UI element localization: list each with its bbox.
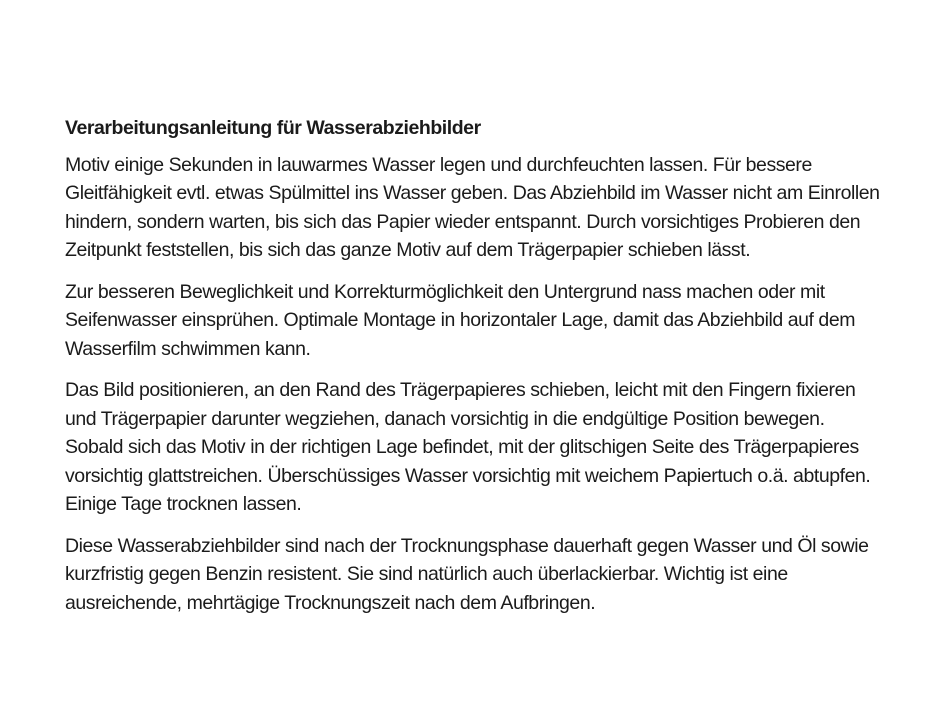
text-line: hindern, sondern warten, bis sich das Papier wieder entspannt. Durch vorsichtiges Probieren den bbox=[65, 210, 861, 233]
text-line: Das Bild positionieren, an den Rand des Trägerpapieres schieben, leicht mit den Fingern fixieren bbox=[65, 379, 856, 401]
text-line: Seifenwasser einsprühen. Optimale Montage in horizontaler Lage, damit das Abziehbild auf dem bbox=[65, 309, 856, 331]
paragraph-positioning bbox=[65, 376, 887, 519]
paragraph-surface-prep bbox=[65, 278, 887, 364]
paragraph-durability bbox=[65, 532, 887, 618]
text-line: Gleitfähigkeit evtl. etwas Spülmittel ins Wasser geben. Das Abziehbild im Wasser nicht am Einrollen bbox=[65, 182, 880, 204]
text-line: Wasserfilm schwimmen kann. bbox=[65, 337, 311, 360]
text-line: Motiv einige Sekunden in lauwarmes Wasser legen und durchfeuchten lassen. Für bessere bbox=[65, 153, 812, 176]
text-line: Zeitpunkt feststellen, bis sich das ganze Motiv auf dem Trägerpapier schieben lässt. bbox=[65, 239, 751, 261]
document-page bbox=[65, 114, 887, 630]
text-line: ausreichende, mehrtägige Trocknungszeit nach dem Aufbringen. bbox=[65, 591, 596, 614]
text-line: Einige Tage trocknen lassen. bbox=[65, 493, 302, 515]
text-line: kurzfristig gegen Benzin resistent. Sie sind natürlich auch überlackierbar. Wichtig ist eine bbox=[65, 563, 788, 585]
text-line: Zur besseren Beweglichkeit und Korrekturmöglichkeit den Untergrund nass machen oder mit bbox=[65, 280, 825, 303]
text-line: Diese Wasserabziehbilder sind nach der Trocknungsphase dauerhaft gegen Wasser und Öl sowie bbox=[65, 534, 869, 557]
text-line: vorsichtig glattstreichen. Überschüssiges Wasser vorsichtig mit weichem Papiertuch o.ä. abtupfen. bbox=[65, 464, 871, 487]
text-line: Sobald sich das Motiv in der richtigen Lage befindet, mit der glitschigen Seite des Trägerpapieres bbox=[65, 436, 859, 458]
document-title: Verarbeitungsanleitung für Wasserabziehbilder bbox=[65, 117, 481, 139]
text-line: und Trägerpapier darunter wegziehen, danach vorsichtig in die endgültige Position bewegen. bbox=[65, 407, 825, 430]
paragraph-soaking bbox=[65, 151, 887, 265]
